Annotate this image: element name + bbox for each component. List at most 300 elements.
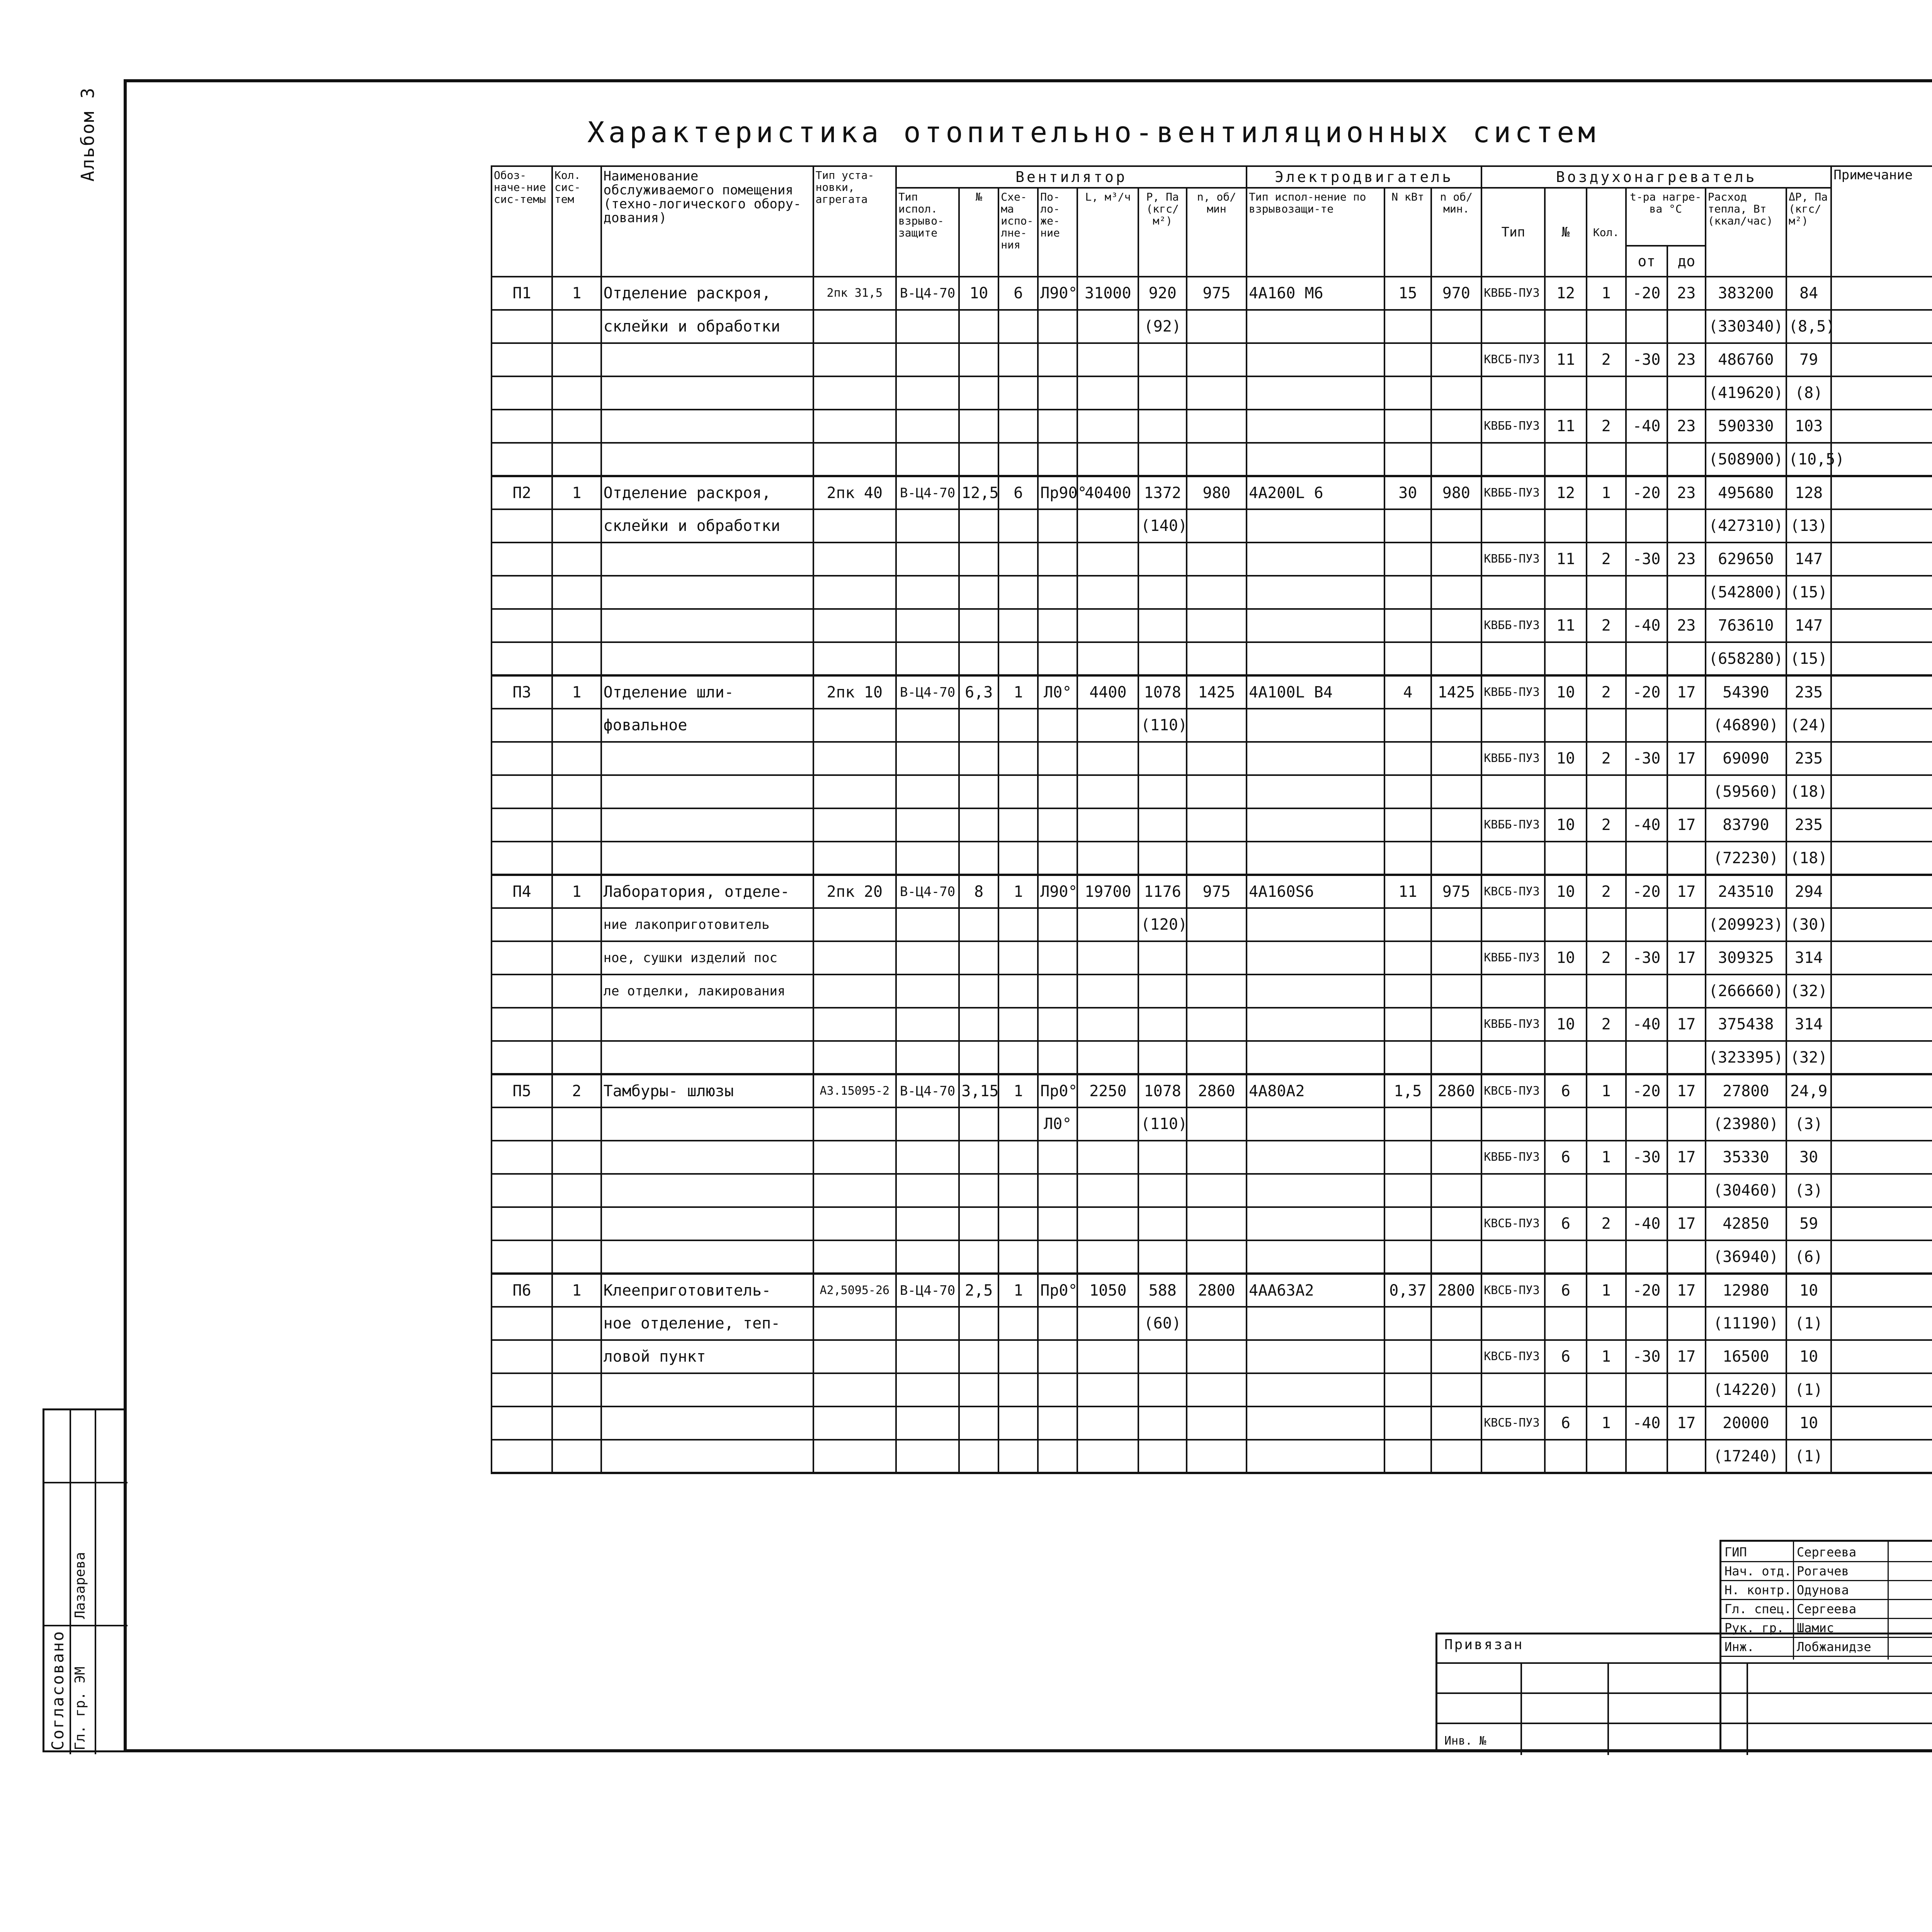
table-cell: [1431, 775, 1482, 808]
table-cell: [1626, 576, 1667, 609]
table-cell: [1247, 1008, 1384, 1041]
table-cell: [1384, 975, 1431, 1008]
table-cell: [1481, 310, 1545, 343]
table-cell: [1247, 775, 1384, 808]
table-cell: [813, 609, 896, 642]
table-cell: [1077, 642, 1138, 675]
table-cell: -30: [1626, 1141, 1667, 1174]
table-cell: [1077, 1406, 1138, 1440]
table-cell: [1431, 310, 1482, 343]
signature-name: Сергеева: [1797, 1602, 1857, 1616]
table-cell: 6: [1545, 1340, 1586, 1373]
room-name-cell: Лаборатория, отделе-: [601, 875, 813, 908]
table-cell: [1431, 543, 1482, 576]
table-cell: [1587, 509, 1626, 543]
table-cell: 6: [1545, 1141, 1586, 1174]
table-cell: [998, 1340, 1038, 1373]
table-cell: [552, 1207, 601, 1240]
table-cell: [1038, 543, 1077, 576]
table-cell: [492, 941, 552, 975]
table-cell: [1038, 1440, 1077, 1473]
table-cell: [1384, 775, 1431, 808]
table-cell: [1831, 1141, 1932, 1174]
room-name-cell: [601, 410, 813, 443]
table-cell: [1077, 775, 1138, 808]
table-cell: 84: [1786, 277, 1831, 310]
table-cell: [1667, 1307, 1706, 1340]
table-cell: [1831, 277, 1932, 310]
table-cell: [1077, 941, 1138, 975]
table-cell: 10: [1545, 941, 1586, 975]
table-cell: В-Ц4-70: [896, 875, 959, 908]
table-cell: [959, 742, 998, 775]
table-cell: [998, 808, 1038, 842]
table-cell: [492, 1008, 552, 1041]
table-cell: [998, 1008, 1038, 1041]
table-cell: (10,5): [1786, 443, 1831, 476]
table-cell: [1038, 576, 1077, 609]
table-cell: 1050: [1077, 1274, 1138, 1307]
table-cell: [1384, 410, 1431, 443]
table-cell: Пр0°: [1038, 1074, 1077, 1107]
table-cell: [896, 1406, 959, 1440]
table-cell: [1138, 376, 1186, 410]
table-cell: 103: [1786, 410, 1831, 443]
table-cell: [998, 1141, 1038, 1174]
table-row: [492, 376, 1932, 410]
table-cell: 375438: [1706, 1008, 1786, 1041]
room-name-cell: [601, 642, 813, 675]
table-cell: [1187, 609, 1247, 642]
table-cell: [1667, 709, 1706, 742]
table-cell: [1384, 576, 1431, 609]
table-cell: 294: [1786, 875, 1831, 908]
room-name-cell: ние лакоприготовитель: [601, 908, 813, 941]
table-cell: [1138, 443, 1186, 476]
table-cell: [813, 1141, 896, 1174]
table-cell: 42850: [1706, 1207, 1786, 1240]
table-cell: [1587, 908, 1626, 941]
header-group-fan: Вентилятор: [896, 166, 1247, 188]
table-cell: 30: [1786, 1141, 1831, 1174]
room-name-cell: Тамбуры- шлюзы: [601, 1074, 813, 1107]
header-designation: Обоз-наче-ние сис-темы: [492, 166, 552, 277]
table-cell: 314: [1786, 941, 1831, 975]
table-cell: [1545, 842, 1586, 875]
table-cell: [1545, 509, 1586, 543]
table-cell: 920: [1138, 277, 1186, 310]
table-cell: 1372: [1138, 476, 1186, 509]
table-cell: (18): [1786, 775, 1831, 808]
bound-label: Привязан: [1444, 1637, 1524, 1653]
table-cell: 17: [1667, 1340, 1706, 1373]
table-cell: 4А160S6: [1247, 875, 1384, 908]
table-cell: [959, 1107, 998, 1141]
table-cell: [1545, 709, 1586, 742]
table-cell: [998, 543, 1038, 576]
table-cell: [492, 443, 552, 476]
table-cell: [813, 1406, 896, 1440]
table-cell: 12980: [1706, 1274, 1786, 1307]
approval-block: [41, 1752, 91, 1845]
table-cell: [1077, 1440, 1138, 1473]
table-cell: [1831, 1307, 1932, 1340]
room-name-cell: [601, 1008, 813, 1041]
header-heater-qty: Кол.: [1587, 188, 1626, 277]
table-cell: [552, 775, 601, 808]
table-row: [492, 1240, 1932, 1274]
table-cell: [959, 1307, 998, 1340]
table-cell: [896, 609, 959, 642]
table-cell: [1831, 543, 1932, 576]
table-cell: [896, 1008, 959, 1041]
table-cell: 83790: [1706, 808, 1786, 842]
table-cell: [1038, 908, 1077, 941]
table-cell: [1138, 1406, 1186, 1440]
table-cell: [1831, 941, 1932, 975]
table-cell: 17: [1667, 875, 1706, 908]
table-cell: [492, 1174, 552, 1207]
table-cell: [1247, 808, 1384, 842]
table-cell: [813, 842, 896, 875]
table-cell: [1831, 675, 1932, 709]
table-row: [492, 1406, 1932, 1440]
table-cell: 10: [1786, 1340, 1831, 1373]
table-cell: [1138, 941, 1186, 975]
table-cell: [1138, 775, 1186, 808]
table-cell: [896, 908, 959, 941]
table-cell: КВСБ-ПУ3: [1481, 875, 1545, 908]
table-cell: 6: [1545, 1207, 1586, 1240]
table-cell: [959, 908, 998, 941]
table-cell: [998, 310, 1038, 343]
table-cell: [1384, 609, 1431, 642]
table-cell: [1431, 410, 1482, 443]
table-cell: [492, 908, 552, 941]
table-cell: [998, 443, 1038, 476]
table-cell: 17: [1667, 742, 1706, 775]
table-row: [492, 709, 1932, 742]
table-cell: [896, 1307, 959, 1340]
table-cell: [1545, 642, 1586, 675]
table-cell: 1176: [1138, 875, 1186, 908]
table-cell: [1187, 975, 1247, 1008]
table-row: [492, 1274, 1932, 1307]
table-cell: 10: [959, 277, 998, 310]
table-cell: [1667, 310, 1706, 343]
table-cell: [959, 1340, 998, 1373]
table-cell: [552, 1240, 601, 1274]
table-cell: [998, 742, 1038, 775]
table-cell: [552, 509, 601, 543]
table-cell: [1384, 343, 1431, 376]
table-cell: (3): [1786, 1174, 1831, 1207]
table-cell: [1587, 842, 1626, 875]
table-cell: [1831, 642, 1932, 675]
table-cell: (419620): [1706, 376, 1786, 410]
signature-name: Одунова: [1797, 1583, 1849, 1597]
table-cell: [896, 1207, 959, 1240]
table-cell: [1138, 543, 1186, 576]
table-cell: 4А200L 6: [1247, 476, 1384, 509]
title-block: [1719, 1540, 1932, 1752]
table-cell: 17: [1667, 675, 1706, 709]
table-cell: [1138, 1041, 1186, 1074]
table-cell: [1384, 1141, 1431, 1174]
signature-role: Инж.: [1725, 1639, 1755, 1654]
table-cell: 10: [1786, 1274, 1831, 1307]
table-cell: Пр90°: [1038, 476, 1077, 509]
table-cell: [959, 1207, 998, 1240]
table-cell: 6: [998, 277, 1038, 310]
table-cell: 309325: [1706, 941, 1786, 975]
table-row: [492, 1008, 1932, 1041]
table-cell: 1078: [1138, 675, 1186, 709]
table-cell: 4А160 М6: [1247, 277, 1384, 310]
table-cell: [896, 443, 959, 476]
table-cell: [1247, 609, 1384, 642]
table-cell: [998, 343, 1038, 376]
table-cell: [1831, 1008, 1932, 1041]
table-cell: [998, 1373, 1038, 1406]
table-row: [492, 509, 1932, 543]
table-cell: [492, 310, 552, 343]
table-cell: 1078: [1138, 1074, 1186, 1107]
table-cell: [492, 775, 552, 808]
header-heater-type: Тип: [1481, 188, 1545, 277]
table-cell: [1187, 1340, 1247, 1373]
table-cell: [492, 1440, 552, 1473]
table-cell: [1431, 576, 1482, 609]
table-cell: [1545, 1440, 1586, 1473]
table-cell: (17240): [1706, 1440, 1786, 1473]
approval-role: Гл. гр. ЭМ: [72, 1667, 88, 1750]
approval-name: Лазарева: [72, 1552, 88, 1619]
table-cell: [1431, 709, 1482, 742]
room-name-cell: [601, 376, 813, 410]
table-cell: [1384, 543, 1431, 576]
table-cell: [813, 975, 896, 1008]
table-cell: П6: [492, 1274, 552, 1307]
header-motor-power: N кВт: [1384, 188, 1431, 277]
table-cell: [552, 1174, 601, 1207]
table-cell: [1038, 1373, 1077, 1406]
table-cell: (60): [1138, 1307, 1186, 1340]
table-cell: [1626, 1307, 1667, 1340]
table-cell: 2,5: [959, 1274, 998, 1307]
table-cell: [1667, 1107, 1706, 1141]
table-cell: -20: [1626, 1074, 1667, 1107]
table-cell: 6: [1545, 1406, 1586, 1440]
table-cell: [1831, 310, 1932, 343]
table-cell: [1667, 775, 1706, 808]
table-cell: [1038, 509, 1077, 543]
table-row: [492, 576, 1932, 609]
table-cell: [1667, 509, 1706, 543]
table-cell: КВББ-ПУ3: [1481, 742, 1545, 775]
table-cell: [1431, 842, 1482, 875]
table-cell: [552, 609, 601, 642]
table-cell: [1626, 1174, 1667, 1207]
table-cell: [1187, 1141, 1247, 1174]
table-cell: 629650: [1706, 543, 1786, 576]
table-cell: [1431, 742, 1482, 775]
table-cell: 17: [1667, 1406, 1706, 1440]
room-name-cell: [601, 443, 813, 476]
table-cell: [813, 808, 896, 842]
table-cell: [896, 576, 959, 609]
table-cell: [1247, 1307, 1384, 1340]
table-cell: [1247, 642, 1384, 675]
table-cell: [1587, 975, 1626, 1008]
table-cell: [896, 742, 959, 775]
table-cell: [1587, 1307, 1626, 1340]
table-cell: [1831, 1440, 1932, 1473]
table-cell: [813, 376, 896, 410]
table-cell: КВББ-ПУ3: [1481, 277, 1545, 310]
table-cell: 2: [1587, 675, 1626, 709]
systems-table-body: [492, 277, 1932, 1473]
table-cell: [998, 609, 1038, 642]
table-cell: [1481, 443, 1545, 476]
table-cell: [1247, 1240, 1384, 1274]
table-cell: [492, 1240, 552, 1274]
table-cell: [1587, 642, 1626, 675]
table-cell: [1481, 509, 1545, 543]
table-cell: 17: [1667, 808, 1706, 842]
header-fan-pressure: P, Па (кгс/м²): [1138, 188, 1186, 277]
table-cell: [1138, 1340, 1186, 1373]
table-row: [492, 908, 1932, 941]
table-cell: [1187, 642, 1247, 675]
table-cell: [1247, 1406, 1384, 1440]
table-cell: [1077, 1340, 1138, 1373]
signature-name: Шамис: [1797, 1621, 1834, 1635]
table-cell: [1247, 1041, 1384, 1074]
table-cell: 11: [1545, 609, 1586, 642]
table-cell: [1667, 642, 1706, 675]
table-cell: [1138, 1141, 1186, 1174]
table-cell: [1247, 1373, 1384, 1406]
room-name-cell: [601, 775, 813, 808]
table-cell: 590330: [1706, 410, 1786, 443]
album-label: Альбом 3: [77, 87, 98, 182]
table-cell: [492, 343, 552, 376]
table-cell: 1: [998, 875, 1038, 908]
table-cell: 2860: [1431, 1074, 1482, 1107]
table-cell: [492, 642, 552, 675]
table-cell: 1425: [1431, 675, 1482, 709]
table-cell: [1384, 310, 1431, 343]
table-cell: [1187, 1008, 1247, 1041]
table-cell: 2пк 40: [813, 476, 896, 509]
table-cell: [1038, 1041, 1077, 1074]
table-cell: [1038, 775, 1077, 808]
table-cell: 15: [1384, 277, 1431, 310]
table-cell: (46890): [1706, 709, 1786, 742]
room-name-cell: [601, 576, 813, 609]
table-cell: КВББ-ПУ3: [1481, 1008, 1545, 1041]
table-cell: [998, 410, 1038, 443]
table-cell: (1): [1786, 1373, 1831, 1406]
table-row: [492, 808, 1932, 842]
table-cell: [1038, 642, 1077, 675]
table-cell: [1384, 808, 1431, 842]
table-cell: 19700: [1077, 875, 1138, 908]
table-cell: [813, 576, 896, 609]
room-name-cell: ное, сушки изделий пос: [601, 941, 813, 975]
header-heater-no: №: [1545, 188, 1586, 277]
table-cell: [552, 642, 601, 675]
table-cell: 17: [1667, 1008, 1706, 1041]
table-cell: КВСБ-ПУ3: [1481, 1340, 1545, 1373]
table-cell: [1431, 941, 1482, 975]
table-cell: [959, 1008, 998, 1041]
table-cell: [1431, 1440, 1482, 1473]
table-cell: [1038, 1207, 1077, 1240]
header-fan-position: По-ло-же-ние: [1038, 188, 1077, 277]
table-cell: 10: [1545, 675, 1586, 709]
table-cell: [1481, 709, 1545, 742]
table-cell: 2: [552, 1074, 601, 1107]
table-cell: [1545, 1174, 1586, 1207]
table-cell: [959, 1041, 998, 1074]
table-cell: 79: [1786, 343, 1831, 376]
table-cell: [959, 343, 998, 376]
table-cell: [813, 709, 896, 742]
table-cell: [1384, 842, 1431, 875]
table-cell: [492, 1107, 552, 1141]
signature-name: Сергеева: [1797, 1545, 1857, 1560]
table-cell: [1247, 310, 1384, 343]
table-row: [492, 543, 1932, 576]
room-name-cell: ле отделки, лакирования: [601, 975, 813, 1008]
table-cell: [1038, 1174, 1077, 1207]
table-cell: [492, 742, 552, 775]
table-cell: 1,5: [1384, 1074, 1431, 1107]
table-cell: 11: [1545, 410, 1586, 443]
table-cell: [1038, 1307, 1077, 1340]
table-cell: Л90°: [1038, 277, 1077, 310]
table-cell: [1481, 842, 1545, 875]
table-row: [492, 310, 1932, 343]
table-cell: [1626, 975, 1667, 1008]
table-cell: КВББ-ПУ3: [1481, 1141, 1545, 1174]
table-cell: [552, 543, 601, 576]
table-cell: (18): [1786, 842, 1831, 875]
table-cell: [1626, 709, 1667, 742]
table-cell: 486760: [1706, 343, 1786, 376]
room-name-cell: склейки и обработки: [601, 310, 813, 343]
table-cell: 975: [1187, 875, 1247, 908]
table-cell: [1384, 1240, 1431, 1274]
table-cell: [1138, 742, 1186, 775]
table-cell: [1431, 1107, 1482, 1141]
table-cell: [552, 709, 601, 742]
table-cell: 12,5: [959, 476, 998, 509]
table-cell: 6: [998, 476, 1038, 509]
table-cell: [1077, 808, 1138, 842]
table-cell: 1: [1587, 1406, 1626, 1440]
header-fan-rpm: n, об/мин: [1187, 188, 1247, 277]
table-row: [492, 1340, 1932, 1373]
table-cell: [1626, 376, 1667, 410]
header-group-motor: Электродвигатель: [1247, 166, 1481, 188]
table-cell: -20: [1626, 675, 1667, 709]
table-cell: 59: [1786, 1207, 1831, 1240]
table-cell: [1077, 576, 1138, 609]
table-cell: [1187, 1207, 1247, 1240]
